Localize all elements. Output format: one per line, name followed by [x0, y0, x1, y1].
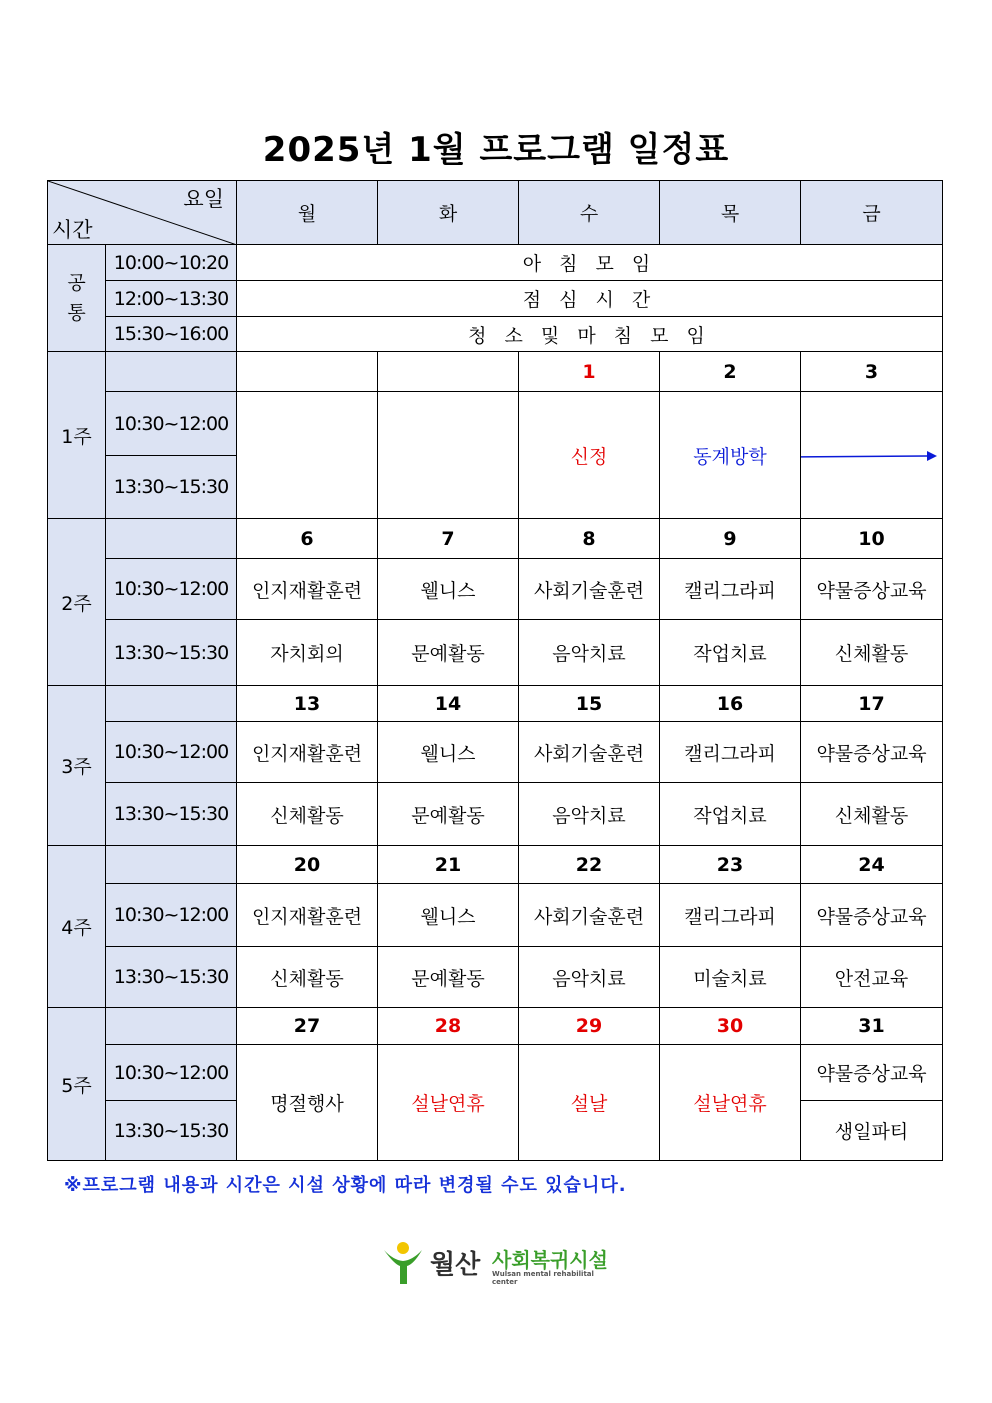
date-cell: 1 [519, 352, 660, 392]
date-row-label [106, 519, 237, 559]
date-cell: 9 [660, 519, 801, 559]
corner-day-label: 요일 [183, 187, 224, 211]
date-cell: 14 [378, 686, 519, 722]
date-cell: 7 [378, 519, 519, 559]
date-cell: 22 [519, 846, 660, 884]
program-cell: 사회기술훈련 [519, 722, 660, 783]
program-cell: 캘리그라피 [660, 722, 801, 783]
holiday-cell: 설날 [519, 1045, 660, 1161]
program-cell: 미술치료 [660, 947, 801, 1008]
holiday-cell: 설날연휴 [660, 1045, 801, 1161]
arrow-right-icon [801, 392, 943, 519]
pm-time-cell: 13:30~15:30 [106, 456, 237, 519]
week-label: 3주 [48, 686, 106, 846]
program-cell: 신체활동 [237, 783, 378, 846]
date-cell: 23 [660, 846, 801, 884]
common-label-line2: 통 [67, 302, 86, 324]
pm-time-cell: 13:30~15:30 [106, 1101, 237, 1161]
page-title: 2025년 1월 프로그램 일정표 [262, 130, 730, 170]
logo-name-sub: 사회복귀시설 [492, 1248, 608, 1272]
am-time-cell: 10:30~12:00 [106, 884, 237, 947]
program-cell: 인지재활훈련 [237, 722, 378, 783]
am-time-cell: 10:30~12:00 [106, 1045, 237, 1101]
date-cell: 30 [660, 1008, 801, 1045]
week-label: 1주 [48, 352, 106, 519]
person-y-logo-icon [380, 1240, 426, 1286]
common-activity-lunch: 점 심 시 간 [237, 281, 943, 317]
common-time-closing: 15:30~16:00 [106, 317, 237, 352]
program-cell-holiday-event: 명절행사 [237, 1045, 378, 1161]
date-cell: 21 [378, 846, 519, 884]
date-row-label [106, 846, 237, 884]
common-label [48, 245, 106, 352]
program-cell: 약물증상교육 [801, 1045, 943, 1101]
day-header-wed: 수 [519, 181, 660, 245]
date-row-label [106, 686, 237, 722]
date-cell: 8 [519, 519, 660, 559]
date-row-label [106, 1008, 237, 1045]
program-cell: 신체활동 [801, 783, 943, 846]
schedule-table [47, 180, 943, 1161]
program-cell: 사회기술훈련 [519, 884, 660, 947]
holiday-cell-new-year: 신정 [519, 392, 660, 519]
program-cell: 문예활동 [378, 620, 519, 686]
vacation-arrow-cell [801, 392, 943, 519]
week-label: 4주 [48, 846, 106, 1008]
program-cell: 생일파티 [801, 1101, 943, 1161]
program-cell: 문예활동 [378, 947, 519, 1008]
date-cell: 3 [801, 352, 943, 392]
program-cell: 음악치료 [519, 620, 660, 686]
logo-name-main: 월산 [430, 1250, 481, 1280]
program-cell: 문예활동 [378, 783, 519, 846]
holiday-cell: 설날연휴 [378, 1045, 519, 1161]
common-time-morning: 10:00~10:20 [106, 245, 237, 281]
program-cell: 웰니스 [378, 559, 519, 620]
date-cell: 15 [519, 686, 660, 722]
program-cell: 약물증상교육 [801, 559, 943, 620]
date-cell: 13 [237, 686, 378, 722]
program-cell: 자치회의 [237, 620, 378, 686]
program-cell: 작업치료 [660, 620, 801, 686]
date-cell: 24 [801, 846, 943, 884]
program-cell: 사회기술훈련 [519, 559, 660, 620]
program-cell: 캘리그라피 [660, 884, 801, 947]
program-cell: 인지재활훈련 [237, 559, 378, 620]
common-activity-morning: 아 침 모 임 [237, 245, 943, 281]
logo-name-english: Wulsan mental rehabilital center [492, 1270, 594, 1286]
common-label-line1: 공 [67, 272, 86, 294]
schedule-change-notice: ※프로그램 내용과 시간은 시설 상황에 따라 변경될 수도 있습니다. [64, 1175, 627, 1196]
common-time-lunch: 12:00~13:30 [106, 281, 237, 317]
date-cell: 27 [237, 1008, 378, 1045]
program-cell: 신체활동 [237, 947, 378, 1008]
date-cell: 16 [660, 686, 801, 722]
empty-cell [237, 392, 378, 519]
am-time-cell: 10:30~12:00 [106, 722, 237, 783]
common-activity-closing: 청 소 및 마 침 모 임 [237, 317, 943, 352]
pm-time-cell: 13:30~15:30 [106, 783, 237, 846]
date-cell: 6 [237, 519, 378, 559]
program-cell: 인지재활훈련 [237, 884, 378, 947]
empty-cell [378, 392, 519, 519]
date-cell [237, 352, 378, 392]
date-cell [378, 352, 519, 392]
day-header-mon: 월 [237, 181, 378, 245]
date-cell: 17 [801, 686, 943, 722]
program-cell: 안전교육 [801, 947, 943, 1008]
program-cell: 웰니스 [378, 884, 519, 947]
week-label: 2주 [48, 519, 106, 686]
day-header-fri: 금 [801, 181, 943, 245]
date-cell: 31 [801, 1008, 943, 1045]
date-cell: 20 [237, 846, 378, 884]
date-cell: 2 [660, 352, 801, 392]
pm-time-cell: 13:30~15:30 [106, 947, 237, 1008]
program-cell: 약물증상교육 [801, 884, 943, 947]
day-header-tue: 화 [378, 181, 519, 245]
date-row-label [106, 352, 237, 392]
program-cell: 음악치료 [519, 947, 660, 1008]
day-header-thu: 목 [660, 181, 801, 245]
date-cell: 10 [801, 519, 943, 559]
program-cell: 작업치료 [660, 783, 801, 846]
corner-header-cell [48, 181, 237, 245]
program-cell: 신체활동 [801, 620, 943, 686]
program-cell: 캘리그라피 [660, 559, 801, 620]
pm-time-cell: 13:30~15:30 [106, 620, 237, 686]
corner-time-label: 시간 [52, 218, 93, 242]
program-cell: 음악치료 [519, 783, 660, 846]
week-label: 5주 [48, 1008, 106, 1161]
date-cell: 28 [378, 1008, 519, 1045]
program-cell: 웰니스 [378, 722, 519, 783]
program-cell: 약물증상교육 [801, 722, 943, 783]
organization-logo [380, 1240, 620, 1288]
date-cell: 29 [519, 1008, 660, 1045]
am-time-cell: 10:30~12:00 [106, 559, 237, 620]
vacation-cell: 동계방학 [660, 392, 801, 519]
am-time-cell: 10:30~12:00 [106, 392, 237, 456]
